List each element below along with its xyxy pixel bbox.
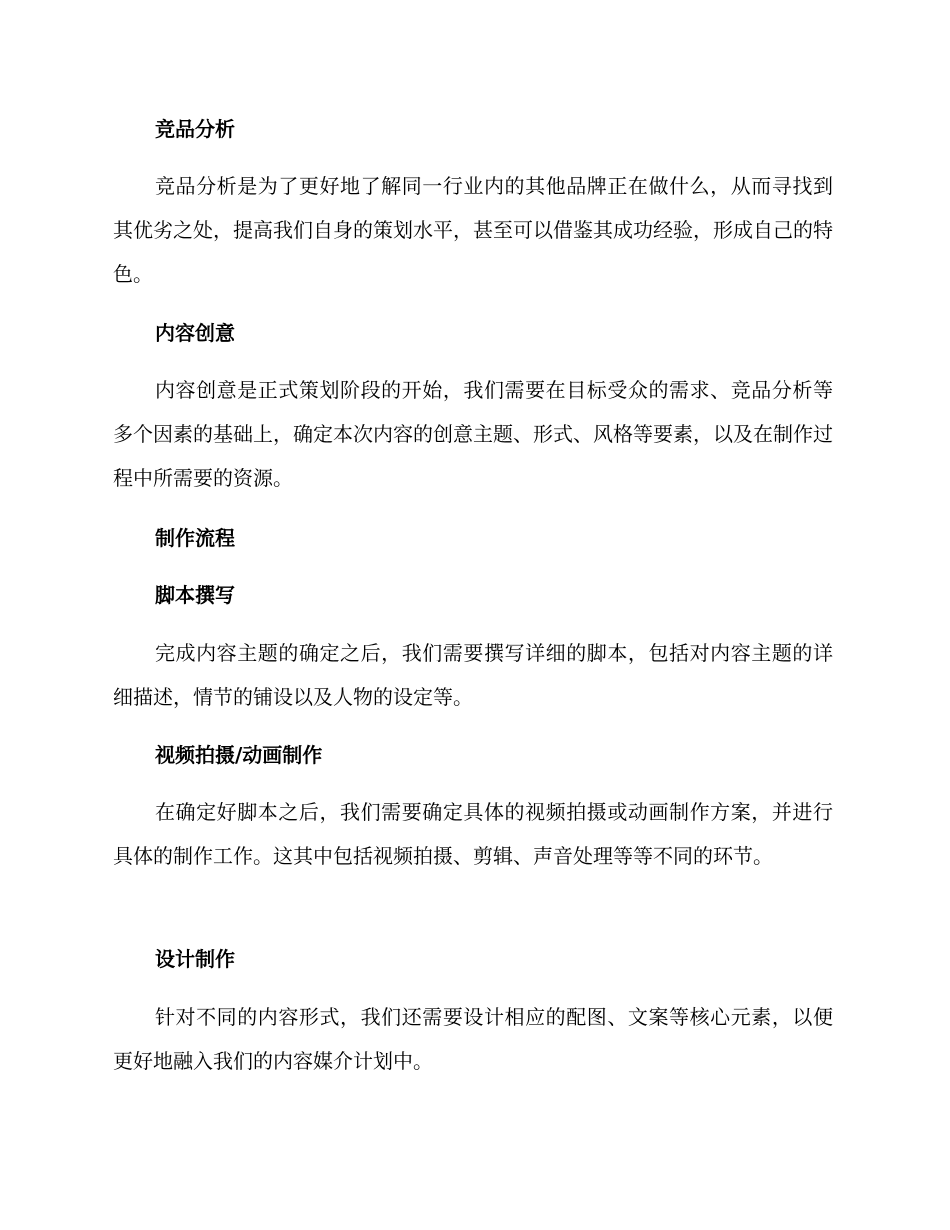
section-heading-competitor-analysis: 竞品分析 bbox=[155, 117, 235, 141]
section-body-script-writing: 完成内容主题的确定之后，我们需要撰写详细的脚本，包括对内容主题的详细描述，情节的铺设以及人物的设定等。 bbox=[113, 641, 833, 709]
section-heading-design-production: 设计制作 bbox=[155, 947, 235, 971]
section-body-competitor-analysis: 竞品分析是为了更好地了解同一行业内的其他品牌正在做什么，从而寻找到其优劣之处，提高我们自身的策划水平，甚至可以借鉴其成功经验，形成自己的特色。 bbox=[113, 174, 833, 286]
section-heading-script-writing: 脚本撰写 bbox=[155, 583, 235, 607]
section-body-content-creativity: 内容创意是正式策划阶段的开始，我们需要在目标受众的需求、竞品分析等多个因素的基础上，确定本次内容的创意主题、形式、风格等要素，以及在制作过程中所需要的资源。 bbox=[113, 378, 833, 490]
section-body-video-animation: 在确定好脚本之后，我们需要确定具体的视频拍摄或动画制作方案，并进行具体的制作工作。这其中包括视频拍摄、剪辑、声音处理等等不同的环节。 bbox=[113, 800, 833, 868]
section-body-design-production: 针对不同的内容形式，我们还需要设计相应的配图、文案等核心元素，以便更好地融入我们的内容媒介计划中。 bbox=[113, 1005, 833, 1073]
section-heading-content-creativity: 内容创意 bbox=[155, 321, 235, 345]
section-heading-production-process: 制作流程 bbox=[155, 526, 235, 550]
section-heading-video-animation: 视频拍摄/动画制作 bbox=[155, 743, 323, 767]
